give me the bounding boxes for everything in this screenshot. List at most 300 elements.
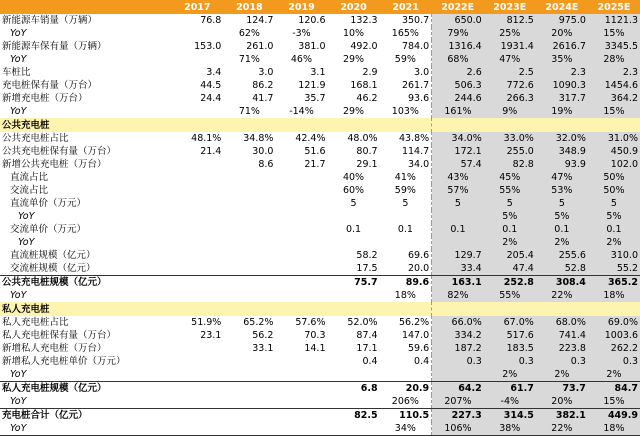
table-cell xyxy=(223,249,275,262)
table-cell: 2% xyxy=(536,236,588,249)
row-label: YoY xyxy=(10,54,27,65)
table-cell: 314.5 xyxy=(484,409,536,423)
table-cell xyxy=(223,289,275,302)
table-cell: 110.5 xyxy=(380,409,432,423)
table-cell: 40% xyxy=(342,172,365,183)
table-cell: -14% xyxy=(289,106,314,117)
table-cell: 449.9 xyxy=(588,409,640,423)
table-cell xyxy=(223,210,275,223)
table-cell: 69.6 xyxy=(408,250,430,261)
row-label: 新能源车销量（万辆） xyxy=(2,15,98,26)
table-cell: 31.0% xyxy=(588,132,640,145)
table-cell: 5 xyxy=(588,197,640,210)
table-cell xyxy=(171,158,223,171)
table-cell: 255.6 xyxy=(536,249,588,262)
table-cell: 60% xyxy=(342,185,365,196)
table-row xyxy=(0,316,640,329)
section-header-row xyxy=(0,302,640,316)
row-label: 交流桩规模（亿元） xyxy=(10,263,96,274)
table-cell: 2.6 xyxy=(432,66,484,79)
table-cell: 310.0 xyxy=(588,249,640,262)
table-cell: 80.7 xyxy=(356,146,378,157)
table-cell: 55.2 xyxy=(588,262,640,276)
table-cell xyxy=(536,302,588,316)
table-cell: 163.1 xyxy=(432,276,484,290)
table-cell xyxy=(275,409,327,423)
table-row xyxy=(0,236,640,249)
table-cell: 2% xyxy=(484,236,536,249)
table-cell: 334.2 xyxy=(432,329,484,342)
table-cell: 34% xyxy=(380,422,432,436)
table-cell: 18% xyxy=(394,290,416,301)
table-cell: 93.9 xyxy=(536,158,588,171)
table-cell: 82% xyxy=(432,289,484,302)
table-cell: -4% xyxy=(484,395,536,409)
table-cell: 33.1 xyxy=(252,343,274,354)
table-cell xyxy=(432,368,484,382)
table-cell: 52.8 xyxy=(536,262,588,276)
header-year-2021: 2021 xyxy=(380,0,432,14)
row-label: 交流占比 xyxy=(10,185,49,196)
header-year-2020: 2020 xyxy=(328,0,380,14)
table-cell: 33.0% xyxy=(484,132,536,145)
table-cell xyxy=(171,197,223,210)
table-cell: 56.2 xyxy=(252,330,274,341)
table-cell: 55% xyxy=(484,184,536,197)
table-cell: 58.2 xyxy=(356,250,378,261)
table-cell: 147.0 xyxy=(401,330,430,341)
table-cell: 82.8 xyxy=(484,158,536,171)
table-cell: 1090.3 xyxy=(536,79,588,92)
table-cell: 50% xyxy=(588,184,640,197)
table-cell: 262.2 xyxy=(588,342,640,355)
table-cell xyxy=(223,171,275,184)
table-cell: 1931.4 xyxy=(484,40,536,53)
table-cell: 15% xyxy=(588,395,640,409)
table-cell: 365.2 xyxy=(588,276,640,290)
table-cell: 30.0 xyxy=(252,146,274,157)
table-cell: 73.7 xyxy=(536,382,588,396)
table-cell: 87.4 xyxy=(356,330,378,341)
table-cell: 205.4 xyxy=(484,249,536,262)
row-label: 公共充电桩 xyxy=(0,118,171,132)
table-cell xyxy=(275,223,327,236)
table-cell xyxy=(223,422,275,436)
table-cell xyxy=(223,382,275,396)
table-cell: 266.3 xyxy=(484,92,536,105)
table-row xyxy=(0,132,640,145)
table-cell: 29.1 xyxy=(356,159,378,170)
row-label: 私人充电桩 xyxy=(0,302,171,316)
table-cell: 56.2% xyxy=(398,317,430,328)
table-cell xyxy=(171,289,223,302)
table-cell: 2.3 xyxy=(588,66,640,79)
table-cell: 3.1 xyxy=(310,67,326,78)
table-row xyxy=(0,223,640,236)
table-cell xyxy=(275,184,327,197)
table-cell: 45% xyxy=(484,171,536,184)
table-cell: 0.3 xyxy=(588,355,640,368)
table-cell: 2% xyxy=(536,368,588,382)
table-cell xyxy=(171,395,223,409)
table-cell: 43% xyxy=(432,171,484,184)
table-cell xyxy=(171,105,223,118)
table-cell: 3.0 xyxy=(258,67,274,78)
table-cell: 59% xyxy=(394,185,416,196)
table-cell: 350.7 xyxy=(401,15,430,26)
table-cell: 21.7 xyxy=(304,159,326,170)
table-row xyxy=(0,382,640,396)
row-label: 私人充电桩保有量（万台） xyxy=(2,330,117,341)
table-cell: 62% xyxy=(238,28,260,39)
row-label: 充电桩保有量（万台） xyxy=(2,80,98,91)
table-cell: 64.2 xyxy=(432,382,484,396)
table-cell xyxy=(328,368,380,382)
table-row xyxy=(0,422,640,436)
table-cell: 44.5 xyxy=(200,80,222,91)
table-cell: 2616.7 xyxy=(536,40,588,53)
table-cell xyxy=(171,236,223,249)
table-cell: 47% xyxy=(536,171,588,184)
table-row xyxy=(0,158,640,171)
row-label: 公共充电桩保有量（万台） xyxy=(2,146,117,157)
row-label: YoY xyxy=(10,396,27,407)
table-cell: 57.6% xyxy=(295,317,326,328)
table-cell xyxy=(223,302,275,316)
table-cell: 784.0 xyxy=(401,41,430,52)
table-row xyxy=(0,66,640,79)
row-label: 公共充电桩规模（亿元） xyxy=(0,276,171,290)
row-label: 直流占比 xyxy=(10,172,49,183)
table-cell: 0.4 xyxy=(414,356,430,367)
table-cell xyxy=(380,210,432,223)
table-cell: 5 xyxy=(432,197,484,210)
table-cell: 975.0 xyxy=(536,14,588,27)
table-cell: 1316.4 xyxy=(432,40,484,53)
table-cell: 348.9 xyxy=(536,145,588,158)
table-cell: 0.1 xyxy=(588,223,640,236)
table-cell: 121.9 xyxy=(298,80,326,91)
table-cell xyxy=(275,118,327,132)
header-year-2022e: 2022E xyxy=(432,0,484,14)
table-cell: 47.4 xyxy=(484,262,536,276)
table-cell: 2% xyxy=(588,368,640,382)
header-row xyxy=(0,0,640,14)
table-cell xyxy=(328,422,380,436)
table-cell xyxy=(275,276,327,290)
table-cell: 0.1 xyxy=(484,223,536,236)
table-cell xyxy=(171,118,223,132)
table-cell xyxy=(171,342,223,355)
table-cell xyxy=(328,236,380,249)
table-cell xyxy=(380,302,432,316)
row-label: YoY xyxy=(18,211,35,222)
table-cell xyxy=(275,289,327,302)
table-cell: 0.3 xyxy=(432,355,484,368)
table-cell: 29% xyxy=(342,54,365,65)
table-cell: 153.0 xyxy=(194,41,222,52)
table-cell xyxy=(275,236,327,249)
table-cell: 168.1 xyxy=(350,80,378,91)
table-cell xyxy=(223,395,275,409)
table-row xyxy=(0,395,640,409)
table-cell: 261.7 xyxy=(401,80,430,91)
table-cell: 14.1 xyxy=(304,343,326,354)
table-cell: 20% xyxy=(536,27,588,40)
table-cell: 15% xyxy=(588,105,640,118)
table-cell: 1003.6 xyxy=(588,329,640,342)
table-cell: 15% xyxy=(588,27,640,40)
table-cell: 82.5 xyxy=(328,409,380,423)
table-cell xyxy=(380,236,432,249)
table-cell: 61.7 xyxy=(484,382,536,396)
table-cell: 5% xyxy=(484,210,536,223)
table-cell: 5 xyxy=(350,198,357,209)
table-cell: 5 xyxy=(484,197,536,210)
row-label: 新增公共充电桩（万台） xyxy=(2,159,107,170)
table-cell xyxy=(171,210,223,223)
table-cell: 70.3 xyxy=(304,330,326,341)
table-cell: 650.0 xyxy=(432,14,484,27)
table-cell: 8.6 xyxy=(258,159,274,170)
table-cell: 0.1 xyxy=(536,223,588,236)
table-cell xyxy=(432,236,484,249)
table-cell: 48.1% xyxy=(191,133,222,144)
table-cell xyxy=(171,53,223,66)
header-year-2019: 2019 xyxy=(275,0,327,14)
table-cell xyxy=(223,197,275,210)
table-cell xyxy=(223,184,275,197)
table-cell: 86.2 xyxy=(252,80,274,91)
table-cell: 129.7 xyxy=(432,249,484,262)
table-cell: 255.0 xyxy=(484,145,536,158)
row-label: YoY xyxy=(10,106,27,117)
table-row xyxy=(0,276,640,290)
table-row xyxy=(0,289,640,302)
table-cell: 57.4 xyxy=(432,158,484,171)
table-cell: 124.7 xyxy=(246,15,274,26)
table-cell: 18% xyxy=(588,289,640,302)
table-cell xyxy=(328,289,380,302)
table-cell xyxy=(171,409,223,423)
table-cell: 68% xyxy=(432,53,484,66)
table-cell: 2% xyxy=(588,236,640,249)
table-cell: 183.5 xyxy=(484,342,536,355)
table-cell: 3345.5 xyxy=(588,40,640,53)
table-cell: 71% xyxy=(238,106,260,117)
table-cell xyxy=(275,422,327,436)
table-cell xyxy=(432,302,484,316)
table-cell: 55% xyxy=(484,289,536,302)
table-body xyxy=(0,14,640,436)
table-cell: 492.0 xyxy=(350,41,378,52)
table-cell: 50% xyxy=(588,171,640,184)
table-cell xyxy=(588,302,640,316)
table-row xyxy=(0,409,640,423)
table-cell: 506.3 xyxy=(432,79,484,92)
table-cell xyxy=(432,118,484,132)
table-cell: 41% xyxy=(394,172,416,183)
table-cell: 2% xyxy=(484,368,536,382)
table-row xyxy=(0,40,640,53)
table-cell xyxy=(171,223,223,236)
table-cell xyxy=(432,210,484,223)
table-cell: 517.6 xyxy=(484,329,536,342)
table-cell xyxy=(223,236,275,249)
table-cell: 261.0 xyxy=(246,41,274,52)
table-cell xyxy=(536,118,588,132)
table-cell: 34.8% xyxy=(243,133,274,144)
table-cell: 53% xyxy=(536,184,588,197)
table-cell: 75.7 xyxy=(328,276,380,290)
table-cell: 51.6 xyxy=(304,146,326,157)
table-cell xyxy=(171,276,223,290)
table-row xyxy=(0,53,640,66)
table-cell: 2.9 xyxy=(362,67,378,78)
table-cell: 71% xyxy=(238,54,260,65)
table-cell: 5% xyxy=(588,210,640,223)
table-cell: 21.4 xyxy=(200,146,222,157)
table-cell: 59% xyxy=(394,54,416,65)
row-label: YoY xyxy=(10,369,27,380)
table-cell: 48.0% xyxy=(347,133,378,144)
table-cell: 9% xyxy=(484,105,536,118)
table-row xyxy=(0,105,640,118)
row-label: 充电桩合计（亿元） xyxy=(0,409,171,423)
table-cell xyxy=(275,249,327,262)
table-cell: 28% xyxy=(588,53,640,66)
table-cell: 252.8 xyxy=(484,276,536,290)
table-cell: -3% xyxy=(292,28,311,39)
header-year-2018: 2018 xyxy=(223,0,275,14)
table-cell xyxy=(275,197,327,210)
table-cell xyxy=(171,249,223,262)
table-cell: 0.1 xyxy=(432,223,484,236)
table-cell: 35% xyxy=(536,53,588,66)
section-header-row xyxy=(0,118,640,132)
table-cell: 35.7 xyxy=(304,93,326,104)
table-cell: 19% xyxy=(536,105,588,118)
table-cell: 132.3 xyxy=(350,15,378,26)
table-cell: 165% xyxy=(391,28,419,39)
header-label-cell xyxy=(0,0,171,14)
table-cell xyxy=(223,355,275,368)
table-cell xyxy=(223,118,275,132)
table-cell xyxy=(171,422,223,436)
table-cell: 52.0% xyxy=(347,317,378,328)
table-cell xyxy=(328,118,380,132)
table-row xyxy=(0,14,640,27)
table-cell: 65.2% xyxy=(243,317,274,328)
table-cell xyxy=(588,118,640,132)
table-cell xyxy=(328,302,380,316)
header-year-2025e: 2025E xyxy=(588,0,640,14)
table-cell xyxy=(171,302,223,316)
row-label: 新能源车保有量（万辆） xyxy=(2,41,107,52)
table-cell: 42.4% xyxy=(295,133,326,144)
table-cell xyxy=(171,382,223,396)
row-label: YoY xyxy=(10,28,27,39)
table-cell: 3.4 xyxy=(206,67,222,78)
table-cell: 24.4 xyxy=(200,93,222,104)
table-row xyxy=(0,355,640,368)
table-cell: 0.1 xyxy=(345,224,362,235)
table-cell: 120.6 xyxy=(298,15,326,26)
table-cell: 69.0% xyxy=(588,316,640,329)
table-cell: 207% xyxy=(432,395,484,409)
table-cell: 23.1 xyxy=(200,330,222,341)
table-row xyxy=(0,249,640,262)
table-cell: 41.7 xyxy=(252,93,274,104)
table-cell: 161% xyxy=(432,105,484,118)
table-cell xyxy=(328,210,380,223)
table-cell xyxy=(223,223,275,236)
table-cell: 6.8 xyxy=(328,382,380,396)
table-row xyxy=(0,342,640,355)
header-year-2017: 2017 xyxy=(171,0,223,14)
table-cell: 364.2 xyxy=(588,92,640,105)
table-cell: 18% xyxy=(588,422,640,436)
table-cell: 114.7 xyxy=(401,146,430,157)
table-cell: 34.0 xyxy=(408,159,430,170)
row-label: 新增私人充电桩单价（万元） xyxy=(2,356,126,367)
table-cell xyxy=(171,184,223,197)
table-row xyxy=(0,329,640,342)
table-cell: 59.6 xyxy=(408,343,430,354)
table-cell xyxy=(328,395,380,409)
table-cell: 106% xyxy=(432,422,484,436)
table-cell xyxy=(275,302,327,316)
table-cell: 33.4 xyxy=(432,262,484,276)
table-row xyxy=(0,197,640,210)
table-cell: 102.0 xyxy=(588,158,640,171)
row-label: YoY xyxy=(10,290,27,301)
table-cell: 20.0 xyxy=(408,263,430,274)
table-cell: 5% xyxy=(536,210,588,223)
table-cell: 772.6 xyxy=(484,79,536,92)
table-cell xyxy=(275,171,327,184)
header-year-2023e: 2023E xyxy=(484,0,536,14)
table-cell xyxy=(223,262,275,276)
table-cell xyxy=(275,262,327,276)
table-cell: 244.6 xyxy=(432,92,484,105)
table-cell: 46% xyxy=(290,54,313,65)
row-label: 新增私人充电桩（万台） xyxy=(2,343,107,354)
table-cell: 57% xyxy=(432,184,484,197)
table-cell: 17.1 xyxy=(356,343,378,354)
table-cell: 43.8% xyxy=(398,133,430,144)
table-cell xyxy=(171,27,223,40)
table-cell: 1454.6 xyxy=(588,79,640,92)
table-row xyxy=(0,210,640,223)
table-cell: 51.9% xyxy=(191,317,222,328)
table-cell: 5 xyxy=(536,197,588,210)
table-cell xyxy=(275,368,327,382)
table-cell: 5 xyxy=(402,198,409,209)
table-cell xyxy=(223,368,275,382)
table-cell: 32.0% xyxy=(536,132,588,145)
table-row xyxy=(0,79,640,92)
table-cell: 20% xyxy=(536,395,588,409)
table-cell: 381.0 xyxy=(298,41,326,52)
table-cell xyxy=(223,276,275,290)
table-cell: 29% xyxy=(342,106,365,117)
table-cell: 20.9 xyxy=(380,382,432,396)
header-year-2024e: 2024E xyxy=(536,0,588,14)
table-row xyxy=(0,171,640,184)
table-row xyxy=(0,184,640,197)
table-cell: 47% xyxy=(484,53,536,66)
